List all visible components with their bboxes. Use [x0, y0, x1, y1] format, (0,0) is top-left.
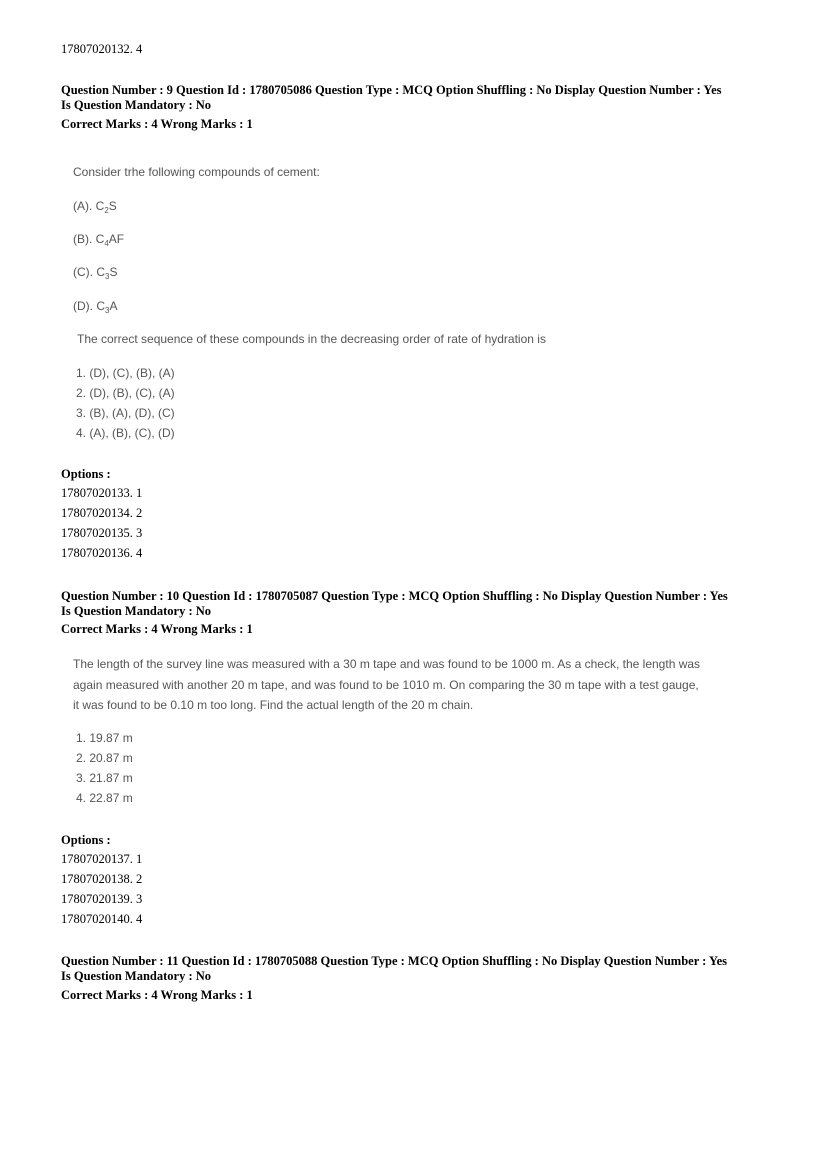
question-header: Question Number : 9 Question Id : 1780705086 Question Type : MCQ Option Shuffling : No Display Question Number : Yes — [61, 83, 722, 97]
question-marks: Correct Marks : 4 Wrong Marks : 1 — [61, 988, 253, 1002]
options-label: Options : — [61, 833, 111, 847]
choice-item: 2. (D), (B), (C), (A) — [76, 386, 175, 400]
choice-item: 3. (B), (A), (D), (C) — [76, 406, 175, 420]
option-item: 17807020137. 1 — [61, 852, 143, 866]
question-mandatory: Is Question Mandatory : No — [61, 98, 212, 112]
question-mandatory: Is Question Mandatory : No — [61, 969, 212, 983]
choice-item: 4. 22.87 m — [76, 791, 133, 805]
option-item: 17807020134. 2 — [61, 506, 143, 520]
choice-item: 3. 21.87 m — [76, 771, 133, 785]
prev-option-line: 17807020132. 4 — [61, 42, 143, 56]
choice-item: 1. (D), (C), (B), (A) — [76, 366, 175, 380]
question-stem-line: it was found to be 0.10 m too long. Find the actual length of the 20 m chain. — [73, 698, 474, 712]
choice-item: 4. (A), (B), (C), (D) — [76, 426, 175, 440]
option-item: 17807020138. 2 — [61, 872, 143, 886]
choice-item: 1. 19.87 m — [76, 731, 133, 745]
option-item: 17807020139. 3 — [61, 892, 143, 906]
options-label: Options : — [61, 467, 111, 481]
compound-b: (B). $C_4AF$ — [73, 232, 125, 248]
question-header: Question Number : 10 Question Id : 1780705087 Question Type : MCQ Option Shuffling : No Display Question Number : Yes — [61, 589, 728, 603]
question-stem-line: again measured with another 20 m tape, and was found to be 1010 m. On comparing the 30 m tape with a test gauge, — [73, 678, 699, 692]
option-item: 17807020136. 4 — [61, 546, 143, 560]
choice-item: 2. 20.87 m — [76, 751, 133, 765]
question-mandatory: Is Question Mandatory : No — [61, 604, 212, 618]
question-stem: The correct sequence of these compounds in the decreasing order of rate of hydration is — [77, 332, 546, 346]
option-item: 17807020135. 3 — [61, 526, 143, 540]
compound-c: (C). $C_3S$ — [73, 265, 118, 281]
question-marks: Correct Marks : 4 Wrong Marks : 1 — [61, 117, 253, 131]
question-marks: Correct Marks : 4 Wrong Marks : 1 — [61, 622, 253, 636]
compound-d: (D). $C_3A$ — [73, 299, 118, 315]
question-intro: Consider trhe following compounds of cement: — [73, 165, 320, 179]
compound-a: (A). $C_2S$ — [73, 199, 117, 215]
option-item: 17807020140. 4 — [61, 912, 143, 926]
option-item: 17807020133. 1 — [61, 486, 143, 500]
question-stem-line: The length of the survey line was measured with a 30 m tape and was found to be 1000 m. As a check, the length was — [73, 657, 701, 671]
question-header: Question Number : 11 Question Id : 1780705088 Question Type : MCQ Option Shuffling : No Display Question Number : Yes — [61, 954, 728, 968]
